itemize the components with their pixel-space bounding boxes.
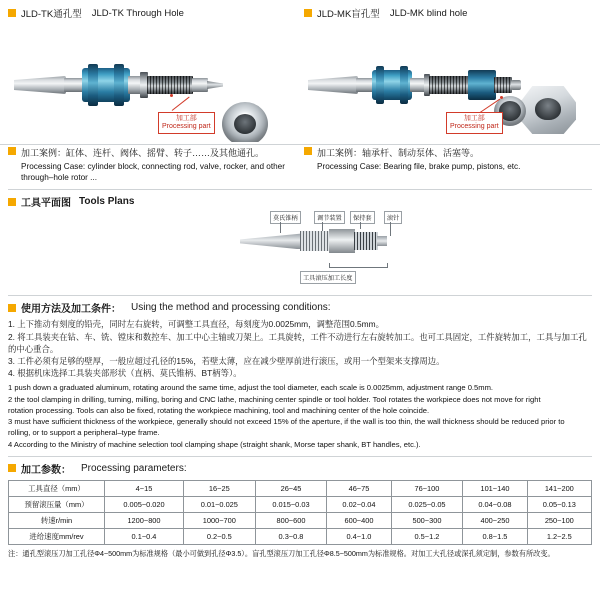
parameters-section [8, 456, 592, 545]
bullet-square-icon [8, 198, 16, 206]
cell-speed-0: 1200~800 [105, 512, 184, 528]
plan-label-1: 调节装置 [314, 211, 345, 224]
plan-adjustment-device [300, 231, 330, 251]
methods-item-en-0: 1 push down a graduated aluminum, rotating around the same time, adjust the tool diameter, each scale is 0.0025mm, adjustment range 0.5mm. [8, 383, 494, 393]
cell-speed-6: 250~100 [527, 512, 591, 528]
case-text-en: Processing Case: cylinder block, connecting rod, valve, rocker, and other through–hole rotor ... [21, 162, 285, 182]
cell-feed-6: 1.2~2.5 [527, 528, 591, 544]
methods-item-en-4: rolling, or to support a peripheral–type frame. [8, 428, 160, 438]
row-header-diameter: 工具直径（mm） [9, 480, 105, 496]
parameters-table [8, 480, 592, 545]
plan-leader-0 [280, 222, 281, 233]
callout-label-cn: 加工部 [463, 115, 485, 122]
cell-diameter-6: 141~200 [527, 480, 591, 496]
cell-feed-2: 0.3~0.8 [255, 528, 327, 544]
blind-hole-tip [511, 80, 521, 90]
roller-cage [147, 76, 193, 94]
methods-item-en-2: rotation processing. Tools can also be fixed, rotating the workpiece machining, tool and machining center of the hole coincide. [8, 405, 430, 415]
morse-taper-shank [308, 76, 358, 94]
bullet-square-icon [8, 464, 16, 472]
parameters-title-en: Processing parameters: [81, 462, 187, 474]
cell-feed-3: 0.4~1.0 [327, 528, 391, 544]
cell-allowance-0: 0.005~0.020 [105, 496, 184, 512]
panel-title [8, 6, 294, 20]
product-panel-blind-hole [304, 6, 590, 142]
plan-leader-3 [390, 222, 391, 236]
product-title-en: JLD-MK blind hole [389, 7, 468, 19]
methods-item-en-3: 3 must have sufficient thickness of the workpiece, generally should not exceed 15% of the aperture, if the wall is too thin, the wall thickness should be reduced prior to [8, 417, 565, 427]
methods-list-cn [8, 318, 592, 379]
product-panel-through-hole [8, 6, 294, 142]
cell-feed-5: 0.8~1.5 [463, 528, 527, 544]
panel-title [304, 6, 590, 20]
case-through-hole [8, 147, 294, 183]
product-panels [0, 0, 600, 142]
plan-label-0: 莫氏锥柄 [270, 211, 301, 224]
product-title-en: JLD-TK Through Hole [91, 7, 184, 19]
row-header-allowance: 预留滚压量（mm） [9, 496, 105, 512]
plan-morse-taper [240, 233, 302, 249]
cell-feed-0: 0.1~0.4 [105, 528, 184, 544]
roller-cage [429, 76, 469, 94]
methods-item-cn-2: 3. 工件必须有足够的壁厚，一般应超过孔径的15%，若壁太薄，应在减少壁厚前进行滚压，或用一个型架来支撑周边。 [8, 356, 445, 367]
parameters-note: 注：通孔型滚压刀加工孔径Φ4~500mm为标准规格（最小可做到孔径Φ3.5）。盲孔型滚压刀加工孔径Φ8.5~500mm为标准规格。对加工大孔径或深孔须定制，参数有所改变。 [8, 548, 555, 558]
plan-label-2: 保持套 [350, 211, 375, 224]
plan-label-3: 滚针 [384, 211, 402, 224]
plan-dimension-tick-right [387, 263, 388, 268]
methods-item-en-5: 4 According to the Ministry of machine selection tool clamping shape (straight shank, Morse taper shank, BT handles, etc.). [8, 439, 421, 449]
plan-holder-sleeve [329, 229, 355, 253]
case-line-cn [304, 147, 590, 159]
row-header-feed: 进给速度mm/rev [9, 528, 105, 544]
product-photo-through-hole [8, 24, 294, 142]
methods-list-en [8, 383, 592, 450]
tools-plans-title-en: Tools Plans [79, 196, 135, 208]
cell-allowance-6: 0.05~0.13 [527, 496, 591, 512]
callout-processing-part [446, 112, 503, 134]
plan-dimension-line [329, 267, 387, 268]
plan-needle-rollers [354, 232, 378, 250]
bullet-square-icon [304, 9, 312, 17]
cell-speed-1: 1000~700 [183, 512, 255, 528]
callout-anchor-dot [170, 94, 173, 97]
workpiece-ring [222, 102, 268, 142]
table-row [9, 480, 592, 496]
methods-item-cn-3: 4. 根据机床选择工具装夹部形状（直柄、莫氏锥柄、BT柄等）。 [8, 368, 242, 379]
cell-diameter-1: 16~25 [183, 480, 255, 496]
cell-speed-5: 400~250 [463, 512, 527, 528]
cell-diameter-0: 4~15 [105, 480, 184, 496]
adjustment-collar-right [114, 64, 124, 106]
processing-cases [0, 144, 600, 183]
methods-section [8, 295, 592, 449]
product-photo-blind-hole [304, 24, 590, 142]
callout-label-cn: 加工部 [175, 115, 197, 122]
blind-hole-rollers [494, 77, 512, 93]
cell-allowance-2: 0.015~0.03 [255, 496, 327, 512]
methods-title-en: Using the method and processing conditions: [131, 302, 331, 314]
callout-processing-part [158, 112, 215, 134]
product-title-cn: JLD-TK通孔型 [21, 9, 82, 20]
methods-item-cn-1: 2. 将工具装夹在钻、车、铣、镗床和数控车、加工中心主轴或刀架上。工具旋转，工件不动进行左右旋转加工。也可工具固定，工件旋转加工，工具与加工孔的中心重合。 [8, 331, 587, 354]
methods-item-en-1: 2 the tool clamping in drilling, turning, milling, boring and CNC lathe, machining center spindle or tool holder. Tool rotates the workpiece does not move for right [8, 394, 541, 404]
bullet-square-icon [8, 147, 16, 155]
cell-feed-4: 0.5~1.2 [391, 528, 463, 544]
case-text-cn: 加工案例：轴承杆、制动泵体、活塞等。 [317, 148, 480, 158]
cell-allowance-1: 0.01~0.025 [183, 496, 255, 512]
cell-diameter-2: 26~45 [255, 480, 327, 496]
adjustment-collar-left [376, 66, 384, 104]
cell-allowance-3: 0.02~0.04 [327, 496, 391, 512]
table-row [9, 496, 592, 512]
workpiece-block [520, 86, 576, 134]
cell-diameter-3: 46~75 [327, 480, 391, 496]
cell-diameter-5: 101~140 [463, 480, 527, 496]
row-header-speed: 转速r/min [9, 512, 105, 528]
callout-leader-line [172, 97, 190, 111]
callout-label-en: Processing part [450, 123, 499, 131]
methods-item-cn-0: 1. 上下推动有刻度的铅壳，同时左右旋转，可调整工具直径，每刻度为0.0025mm，调整范围0.5mm。 [8, 319, 384, 330]
plan-dimension-label: 工具滚压加工长度 [300, 271, 356, 284]
cell-speed-3: 600~400 [327, 512, 391, 528]
cell-allowance-4: 0.025~0.05 [391, 496, 463, 512]
table-row [9, 512, 592, 528]
case-text-cn: 加工案例：缸体、连杆、阀体、摇臂、转子……及其他通孔。 [21, 148, 265, 158]
callout-label-en: Processing part [162, 123, 211, 131]
methods-header [8, 300, 592, 315]
parameters-header [8, 461, 592, 476]
cell-allowance-5: 0.04~0.08 [463, 496, 527, 512]
parameters-title-cn: 加工参数： [21, 464, 71, 476]
bullet-square-icon [8, 304, 16, 312]
mandrel-neck [192, 78, 208, 92]
cell-speed-2: 800~600 [255, 512, 327, 528]
cell-diameter-4: 76~100 [391, 480, 463, 496]
callout-anchor-dot [500, 96, 503, 99]
tool-plan-diagram [8, 211, 592, 289]
adjustment-collar-left [88, 64, 98, 106]
tools-plans-header [8, 189, 592, 209]
mandrel-tip [207, 81, 223, 89]
case-blind-hole [304, 147, 590, 183]
bullet-square-icon [304, 147, 312, 155]
bullet-square-icon [8, 9, 16, 17]
adjustment-collar-right [400, 66, 408, 104]
plan-dimension-tick-left [329, 263, 330, 268]
cell-speed-4: 500~300 [391, 512, 463, 528]
product-title-cn: JLD-MK盲孔型 [317, 9, 380, 20]
tools-plans-title-cn: 工具平面图 [21, 198, 71, 210]
cell-feed-1: 0.2~0.5 [183, 528, 255, 544]
case-text-en: Processing Case: Bearing file, brake pump, pistons, etc. [317, 162, 521, 172]
plan-leader-2 [360, 222, 361, 229]
table-row [9, 528, 592, 544]
blind-hole-head [468, 70, 496, 100]
morse-taper-shank [14, 76, 66, 94]
methods-title-cn: 使用方法及加工条件： [21, 304, 121, 316]
plan-tip [377, 236, 387, 246]
plan-leader-1 [322, 222, 323, 231]
case-line-cn [8, 147, 294, 159]
